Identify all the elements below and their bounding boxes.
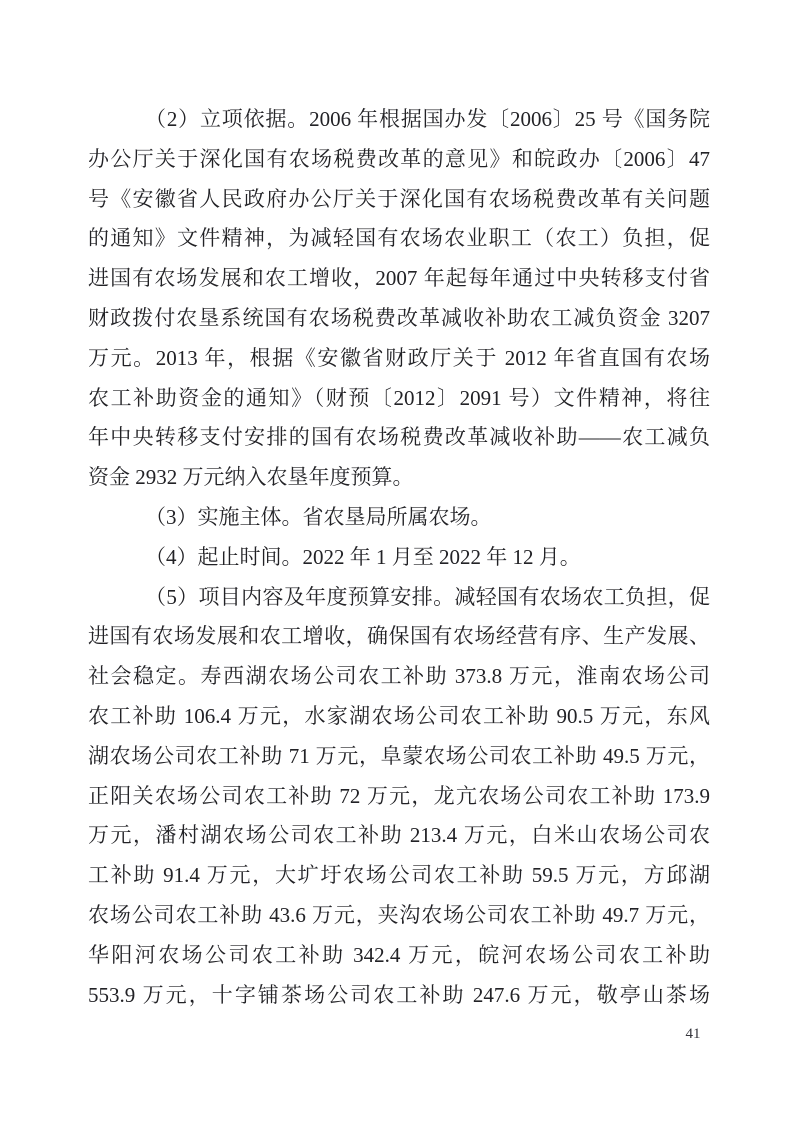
text-line: 正阳关农场公司农工补助 72 万元，龙亢农场公司农工补助 173.9 — [88, 783, 710, 808]
text-line: 工补助 91.4 万元，大圹圩农场公司农工补助 59.5 万元，方邱湖 — [88, 863, 710, 888]
text-line: 财政拨付农垦系统国有农场税费改革减收补助农工减负资金 3207 — [88, 305, 710, 330]
text-line: （4）起止时间。2022 年 1 月至 2022 年 12 月。 — [145, 544, 581, 569]
text-line: 社会稳定。寿西湖农场公司农工补助 373.8 万元，淮南农场公司 — [88, 664, 710, 689]
text-line: 农工补助资金的通知》（财预〔2012〕2091 号）文件精神，将往 — [88, 385, 710, 410]
text-line: 553.9 万元，十字铺茶场公司农工补助 247.6 万元，敬亭山茶场 — [88, 982, 710, 1007]
document-body — [88, 100, 710, 1015]
text-line: 进国有农场发展和农工增收，确保国有农场经营有序、生产发展、 — [88, 624, 710, 649]
text-line: 年中央转移支付安排的国有农场税费改革减收补助——农工减负 — [88, 425, 710, 450]
text-line: 进国有农场发展和农工增收，2007 年起每年通过中央转移支付省 — [88, 266, 710, 291]
text-line: 的通知》文件精神，为减轻国有农场农业职工（农工）负担，促 — [88, 226, 710, 251]
text-line: 号《安徽省人民政府办公厅关于深化国有农场税费改革有关问题 — [88, 186, 710, 211]
text-line: 万元。2013 年，根据《安徽省财政厅关于 2012 年省直国有农场 — [88, 345, 710, 370]
text-line: 农场公司农工补助 43.6 万元，夹沟农场公司农工补助 49.7 万元， — [88, 902, 710, 927]
text-line: 湖农场公司农工补助 71 万元，阜蒙农场公司农工补助 49.5 万元， — [88, 743, 710, 768]
text-line: （3）实施主体。省农垦局所属农场。 — [145, 504, 492, 529]
page-number: 41 — [685, 1026, 701, 1042]
text-line: 农工补助 106.4 万元，水家湖农场公司农工补助 90.5 万元，东风 — [88, 703, 710, 728]
text-line: （2）立项依据。2006 年根据国办发〔2006〕25 号《国务院 — [145, 107, 710, 131]
text-line: 办公厅关于深化国有农场税费改革的意见》和皖政办〔2006〕47 — [88, 146, 710, 171]
text-line: （5）项目内容及年度预算安排。减轻国有农场农工负担，促 — [145, 584, 710, 609]
text-line: 华阳河农场公司农工补助 342.4 万元，皖河农场公司农工补助 — [88, 942, 710, 967]
text-line: 万元，潘村湖农场公司农工补助 213.4 万元，白米山农场公司农 — [88, 823, 710, 848]
text-line: 资金 2932 万元纳入农垦年度预算。 — [88, 465, 414, 490]
